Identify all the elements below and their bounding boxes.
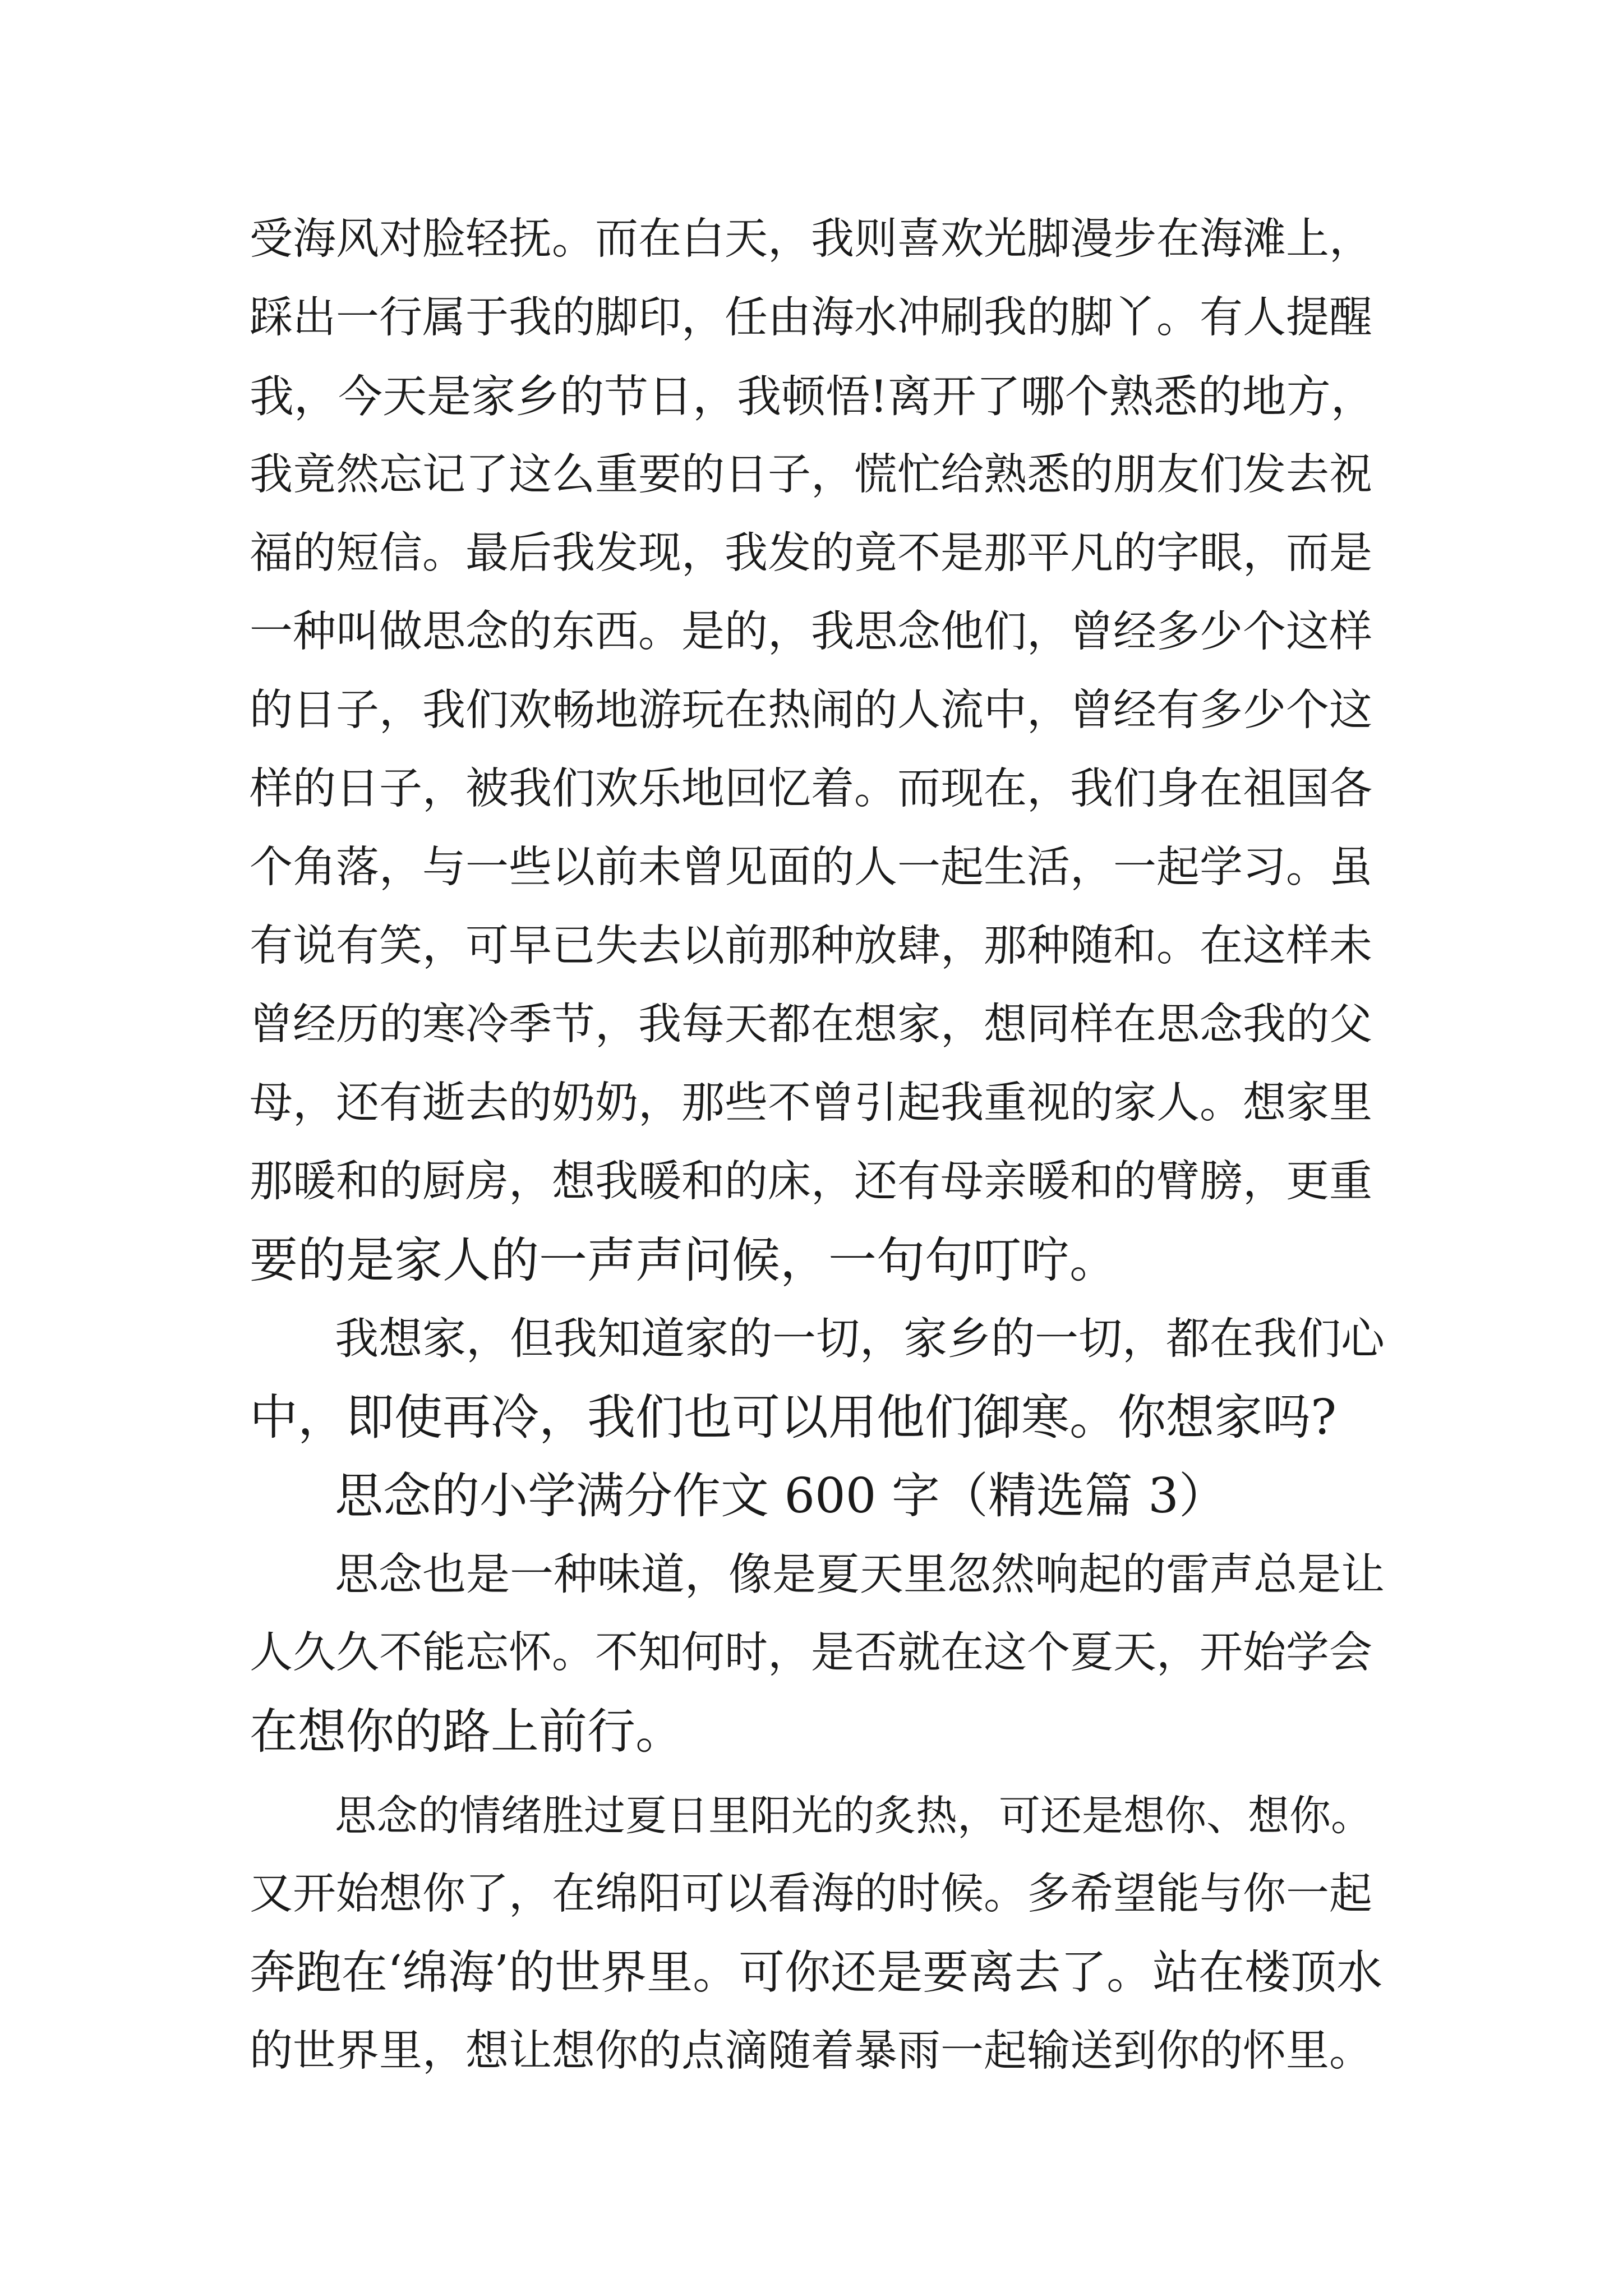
text-line: 又开始想你了，在绵阳可以看海的时候。多希望能与你一起 — [250, 1869, 1372, 1919]
text-line: 受海风对脸轻抚。而在白天，我则喜欢光脚漫步在海滩上， — [250, 214, 1372, 264]
text-line: 个角落，与一些以前未曾见面的人一起生活，一起学习。虽 — [250, 843, 1372, 892]
text-line: 在想你的路上前行。 — [250, 1704, 684, 1760]
paragraph-start-line: 思念也是一种味道，像是夏天里忽然响起的雷声总是让 — [335, 1549, 1385, 1600]
text-line: 踩出一行属于我的脚印，任由海水冲刷我的脚丫。有人提醒 — [250, 293, 1372, 343]
text-line: 人久久不能忘怀。不知何时，是否就在这个夏天，开始学会 — [250, 1628, 1372, 1678]
text-line: 一种叫做思念的东西。是的，我思念他们，曾经多少个这样 — [250, 607, 1372, 657]
text-line: 的日子，我们欢畅地游玩在热闹的人流中，曾经有多少个这 — [250, 685, 1372, 735]
text-line: 母，还有逝去的奶奶，那些不曾引起我重视的家人。想家里 — [250, 1078, 1372, 1128]
text-line: 中，即使再冷，我们也可以用他们御寒。你想家吗? — [250, 1389, 1337, 1446]
paragraph-start-line: 思念的情绪胜过夏日里阳光的炙热，可还是想你、想你。 — [335, 1792, 1372, 1840]
text-line: 我，今天是家乡的节日，我顿悟!离开了哪个熟悉的地方， — [250, 371, 1375, 422]
text-line: 有说有笑，可早已失去以前那种放肆，那种随和。在这样未 — [250, 921, 1372, 971]
section-heading: 思念的小学满分作文 600 字（精选篇 3） — [335, 1468, 1227, 1524]
text-line: 福的短信。最后我发现，我发的竟不是那平凡的字眼，而是 — [250, 528, 1372, 578]
text-line: 的世界里，想让想你的点滴随着暴雨一起输送到你的怀里。 — [250, 2026, 1372, 2076]
text-line: 奔跑在‘绵海’的世界里。可你还是要离去了。站在楼顶水 — [250, 1946, 1383, 1999]
text-line: 那暖和的厨房，想我暖和的床，还有母亲暖和的臂膀，更重 — [250, 1157, 1372, 1207]
paragraph-start-line: 我想家，但我知道家的一切，家乡的一切，都在我们心 — [335, 1314, 1385, 1364]
text-line: 曾经历的寒冷季节，我每天都在想家，想同样在思念我的父 — [250, 1000, 1372, 1050]
text-line: 要的是家人的一声声问候，一句句叮咛。 — [250, 1232, 1118, 1289]
text-line: 样的日子，被我们欢乐地回忆着。而现在，我们身在祖国各 — [250, 764, 1372, 814]
text-line: 我竟然忘记了这么重要的日子，慌忙给熟悉的朋友们发去祝 — [250, 450, 1372, 500]
